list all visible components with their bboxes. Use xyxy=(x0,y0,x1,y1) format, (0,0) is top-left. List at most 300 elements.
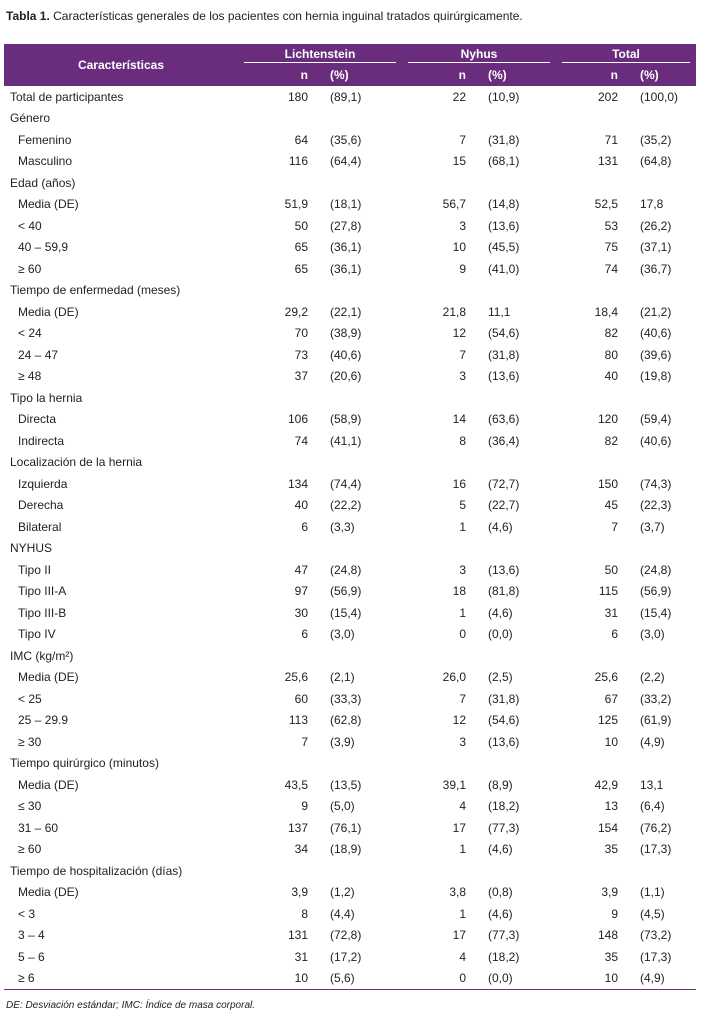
cell-nyhus-pct: (0,8) xyxy=(488,885,513,900)
cell-total-pct xyxy=(628,860,696,882)
cell-total-n xyxy=(556,280,628,302)
table-row xyxy=(4,129,696,151)
cell-lichtenstein-pct xyxy=(318,452,402,474)
cell-total-pct: (26,2) xyxy=(640,218,672,233)
cell-total-n: 13 xyxy=(604,799,618,814)
cell-total-n: 150 xyxy=(597,476,618,491)
row-label: Indirecta xyxy=(18,433,65,448)
row-label: Tipo II xyxy=(18,562,51,577)
cell-lichtenstein-pct: (3,9) xyxy=(330,734,355,749)
table-row xyxy=(4,624,696,646)
table-caption-text: Características generales de los pacientes con hernia inguinal tratados quirúrgicamente. xyxy=(49,9,523,23)
cell-total-pct xyxy=(628,452,696,474)
cell-nyhus-n xyxy=(402,538,476,560)
cell-lichtenstein-n: 65 xyxy=(294,261,308,276)
cell-total-pct xyxy=(628,172,696,194)
cell-lichtenstein-pct: (18,1) xyxy=(330,197,362,212)
table-row xyxy=(4,968,696,990)
header-n: n xyxy=(402,64,476,86)
cell-total-pct xyxy=(628,538,696,560)
table-row xyxy=(4,602,696,624)
cell-lichtenstein-pct: (13,5) xyxy=(330,777,362,792)
cell-nyhus-pct xyxy=(476,387,556,409)
cell-nyhus-n: 3 xyxy=(459,562,466,577)
cell-total-n: 202 xyxy=(597,89,618,104)
cell-total-pct: (59,4) xyxy=(640,412,672,427)
cell-nyhus-n: 39,1 xyxy=(442,777,466,792)
cell-total-n xyxy=(556,753,628,775)
cell-nyhus-pct xyxy=(476,753,556,775)
cell-nyhus-n: 21,8 xyxy=(442,304,466,319)
cell-nyhus-pct: (0,0) xyxy=(476,968,556,990)
row-label: < 3 xyxy=(18,906,36,921)
cell-lichtenstein-n: 180 xyxy=(287,89,308,104)
table-body xyxy=(4,86,696,990)
cell-total-pct: (40,6) xyxy=(640,326,672,341)
header-group-lichtenstein-label: Lichtenstein xyxy=(284,47,356,61)
cell-total-pct: (4,5) xyxy=(640,906,665,921)
cell-total-n: 131 xyxy=(597,154,618,169)
cell-lichtenstein-pct: (4,4) xyxy=(330,906,355,921)
cell-total-pct: (64,8) xyxy=(640,154,672,169)
cell-nyhus-pct xyxy=(476,538,556,560)
cell-total-n: 67 xyxy=(604,691,618,706)
cell-lichtenstein-n: 40 xyxy=(294,498,308,513)
cell-total-n xyxy=(556,452,628,474)
table-row xyxy=(4,258,696,280)
cell-lichtenstein-n: 8 xyxy=(301,906,308,921)
cell-nyhus-n: 0 xyxy=(459,627,466,642)
cell-nyhus-n xyxy=(402,172,476,194)
table-row xyxy=(4,882,696,904)
cell-total-n: 42,9 xyxy=(594,777,618,792)
table-row xyxy=(4,194,696,216)
cell-nyhus-pct: (4,6) xyxy=(488,842,513,857)
cell-total-n: 80 xyxy=(604,347,618,362)
row-label: NYHUS xyxy=(10,541,53,556)
row-label: Tipo IV xyxy=(18,627,56,642)
cell-nyhus-pct: (2,5) xyxy=(488,670,513,685)
cell-lichtenstein-pct: (1,2) xyxy=(330,885,355,900)
cell-nyhus-pct: (31,8) xyxy=(488,132,520,147)
cell-nyhus-pct: (4,6) xyxy=(488,906,513,921)
cell-total-pct: (3,7) xyxy=(640,519,665,534)
row-label: 5 – 6 xyxy=(18,949,45,964)
cell-nyhus-n: 56,7 xyxy=(442,197,466,212)
cell-nyhus-pct xyxy=(476,860,556,882)
cell-total-pct: (74,3) xyxy=(640,476,672,491)
cell-lichtenstein-n xyxy=(238,280,318,302)
cell-nyhus-pct: (31,8) xyxy=(488,347,520,362)
cell-nyhus-pct: (68,1) xyxy=(488,154,520,169)
table-row xyxy=(4,344,696,366)
cell-lichtenstein-pct: (5,6) xyxy=(318,968,402,990)
cell-total-pct: (17,3) xyxy=(640,949,672,964)
cell-total-pct: (61,9) xyxy=(640,713,672,728)
cell-nyhus-pct: (36,4) xyxy=(488,433,520,448)
row-label: Tiempo quirúrgico (minutos) xyxy=(10,756,159,771)
cell-lichtenstein-n: 3,9 xyxy=(291,885,308,900)
table-header xyxy=(4,44,696,86)
cell-lichtenstein-n: 134 xyxy=(287,476,308,491)
cell-total-n: 35 xyxy=(604,949,618,964)
table-row xyxy=(4,430,696,452)
cell-lichtenstein-n: 34 xyxy=(294,842,308,857)
cell-total-pct: (15,4) xyxy=(640,605,672,620)
cell-total-pct: (35,2) xyxy=(640,132,672,147)
cell-lichtenstein-n: 64 xyxy=(294,132,308,147)
row-label: 24 – 47 xyxy=(18,347,59,362)
cell-lichtenstein-n: 116 xyxy=(288,154,308,169)
cell-lichtenstein-n: 97 xyxy=(294,584,308,599)
cell-total-n: 115 xyxy=(598,584,618,599)
row-label: < 25 xyxy=(18,691,42,706)
cell-lichtenstein-pct: (33,3) xyxy=(330,691,362,706)
cell-lichtenstein-pct: (22,2) xyxy=(330,498,362,513)
cell-nyhus-n: 18 xyxy=(452,584,466,599)
row-label: 40 – 59,9 xyxy=(18,240,69,255)
cell-nyhus-n: 22 xyxy=(452,89,466,104)
cell-nyhus-pct xyxy=(476,172,556,194)
cell-nyhus-pct: (13,6) xyxy=(488,734,520,749)
cell-total-pct: (40,6) xyxy=(640,433,672,448)
cell-nyhus-n: 10 xyxy=(452,240,466,255)
cell-lichtenstein-n: 29,2 xyxy=(284,304,308,319)
table-row xyxy=(4,301,696,323)
cell-lichtenstein-pct: (36,1) xyxy=(330,240,362,255)
row-label: Tiempo de hospitalización (días) xyxy=(10,863,183,878)
row-label: 25 – 29.9 xyxy=(18,713,69,728)
cell-total-pct xyxy=(628,645,696,667)
cell-lichtenstein-pct: (41,1) xyxy=(330,433,362,448)
cell-total-n: 31 xyxy=(604,605,618,620)
row-label: Media (DE) xyxy=(18,197,79,212)
cell-lichtenstein-n: 70 xyxy=(294,326,308,341)
cell-lichtenstein-pct: (56,9) xyxy=(330,584,362,599)
table-row xyxy=(4,323,696,345)
cell-total-n: 82 xyxy=(604,326,618,341)
cell-total-n: 25,6 xyxy=(594,670,618,685)
table-row xyxy=(4,237,696,259)
cell-total-n: 40 xyxy=(604,369,618,384)
cell-nyhus-pct: (54,6) xyxy=(488,713,520,728)
cell-total-pct: (39,6) xyxy=(640,347,672,362)
cell-total-n: 6 xyxy=(611,627,618,642)
cell-total-pct: (21,2) xyxy=(640,304,672,319)
cell-lichtenstein-n: 25,6 xyxy=(284,670,308,685)
cell-total-pct: (3,0) xyxy=(640,627,665,642)
cell-lichtenstein-pct xyxy=(318,538,402,560)
cell-total-pct: (2,2) xyxy=(640,670,665,685)
table-section-row xyxy=(4,280,696,302)
cell-nyhus-pct: (0,0) xyxy=(488,627,513,642)
cell-total-pct: (4,9) xyxy=(628,968,696,990)
cell-total-pct xyxy=(628,108,696,130)
cell-total-n: 52,5 xyxy=(594,197,618,212)
row-label: Edad (años) xyxy=(10,175,76,190)
row-label: Género xyxy=(10,111,51,126)
cell-nyhus-n: 3 xyxy=(459,369,466,384)
cell-lichtenstein-pct: (17,2) xyxy=(330,949,362,964)
table-section-row xyxy=(4,452,696,474)
table-row xyxy=(4,903,696,925)
row-label: < 24 xyxy=(18,326,42,341)
cell-lichtenstein-pct: (38,9) xyxy=(330,326,362,341)
row-label: Directa xyxy=(18,412,57,427)
cell-total-n: 120 xyxy=(597,412,618,427)
row-label: Femenino xyxy=(18,132,72,147)
cell-total-pct: (36,7) xyxy=(640,261,672,276)
cell-total-n xyxy=(556,172,628,194)
cell-total-pct: (56,9) xyxy=(640,584,672,599)
cell-nyhus-n: 12 xyxy=(452,326,466,341)
table-row xyxy=(4,473,696,495)
cell-lichtenstein-pct: (89,1) xyxy=(330,89,362,104)
row-label: ≥ 6 xyxy=(4,968,238,990)
table-row xyxy=(4,151,696,173)
header-n: n xyxy=(556,64,628,86)
table-row xyxy=(4,366,696,388)
cell-total-pct: (17,3) xyxy=(640,842,672,857)
cell-lichtenstein-n: 47 xyxy=(294,562,308,577)
cell-lichtenstein-pct: (76,1) xyxy=(330,820,362,835)
row-label: IMC (kg/m²) xyxy=(10,648,74,663)
cell-nyhus-n: 3,8 xyxy=(449,885,466,900)
row-label: Media (DE) xyxy=(18,304,79,319)
cell-nyhus-pct xyxy=(476,280,556,302)
cell-nyhus-n xyxy=(402,452,476,474)
row-label: 3 – 4 xyxy=(18,928,45,943)
header-group-rule xyxy=(244,62,396,63)
row-label: Tipo la hernia xyxy=(10,390,83,405)
cell-lichtenstein-n: 60 xyxy=(294,691,308,706)
cell-lichtenstein-n: 74 xyxy=(294,433,308,448)
table-row xyxy=(4,839,696,861)
row-label: Media (DE) xyxy=(18,777,79,792)
table-row xyxy=(4,581,696,603)
cell-total-n: 148 xyxy=(597,928,618,943)
header-group-rule xyxy=(408,62,550,63)
row-label: Localización de la hernia xyxy=(10,455,143,470)
row-label: Media (DE) xyxy=(18,885,79,900)
table-row xyxy=(4,731,696,753)
cell-nyhus-n: 7 xyxy=(459,132,466,147)
cell-total-pct: (33,2) xyxy=(640,691,672,706)
table-row xyxy=(4,559,696,581)
cell-lichtenstein-n xyxy=(238,452,318,474)
row-label: ≥ 48 xyxy=(18,369,42,384)
cell-total-n: 74 xyxy=(604,261,618,276)
cell-lichtenstein-pct: (24,8) xyxy=(330,562,362,577)
table-section-row xyxy=(4,753,696,775)
cell-total-n xyxy=(556,538,628,560)
cell-nyhus-n: 9 xyxy=(459,261,466,276)
cell-nyhus-n xyxy=(402,753,476,775)
cell-nyhus-pct: (4,6) xyxy=(488,605,513,620)
table-row xyxy=(4,925,696,947)
cell-nyhus-pct: (13,6) xyxy=(488,369,520,384)
cell-nyhus-n: 0 xyxy=(402,968,476,990)
cell-total-n: 45 xyxy=(604,498,618,513)
table-row xyxy=(4,409,696,431)
cell-lichtenstein-n: 10 xyxy=(238,968,318,990)
cell-total-pct: 17,8 xyxy=(640,197,664,212)
cell-lichtenstein-pct: (27,8) xyxy=(330,218,362,233)
cell-nyhus-n: 3 xyxy=(459,218,466,233)
table-row xyxy=(4,495,696,517)
cell-nyhus-pct: (45,5) xyxy=(488,240,520,255)
table-footnote: DE: Desviación estándar; IMC: Índice de masa corporal. xyxy=(6,1000,255,1011)
patient-characteristics-table xyxy=(4,44,696,990)
cell-lichtenstein-pct: (58,9) xyxy=(330,412,362,427)
cell-lichtenstein-pct: (15,4) xyxy=(330,605,362,620)
cell-lichtenstein-pct xyxy=(318,645,402,667)
cell-nyhus-n xyxy=(402,108,476,130)
cell-nyhus-pct: (54,6) xyxy=(488,326,520,341)
header-group-nyhus xyxy=(402,44,556,64)
cell-total-n xyxy=(556,645,628,667)
header-group-total xyxy=(556,44,696,64)
cell-total-n: 10 xyxy=(604,734,618,749)
cell-nyhus-pct: (77,3) xyxy=(488,928,520,943)
table-row xyxy=(4,688,696,710)
cell-total-pct: (76,2) xyxy=(640,820,672,835)
header-group-lichtenstein xyxy=(238,44,402,64)
cell-total-n: 71 xyxy=(604,132,618,147)
cell-nyhus-n xyxy=(402,860,476,882)
cell-lichtenstein-pct xyxy=(318,280,402,302)
cell-nyhus-n: 1 xyxy=(459,842,466,857)
cell-nyhus-n: 8 xyxy=(459,433,466,448)
cell-lichtenstein-pct: (3,0) xyxy=(330,627,355,642)
cell-nyhus-n: 7 xyxy=(459,691,466,706)
cell-total-n: 154 xyxy=(597,820,618,835)
cell-lichtenstein-pct: (35,6) xyxy=(330,132,362,147)
cell-total-pct xyxy=(628,753,696,775)
cell-total-n: 75 xyxy=(604,240,618,255)
cell-nyhus-pct: (13,6) xyxy=(488,562,520,577)
cell-total-pct: (6,4) xyxy=(640,799,665,814)
cell-nyhus-n: 7 xyxy=(459,347,466,362)
table-row xyxy=(4,774,696,796)
header-pct: (%) xyxy=(628,64,696,86)
cell-lichtenstein-pct: (20,6) xyxy=(330,369,362,384)
row-label: ≥ 60 xyxy=(18,261,42,276)
header-group-rule xyxy=(562,62,690,63)
cell-nyhus-n: 1 xyxy=(459,906,466,921)
row-label: Tipo III-B xyxy=(18,605,67,620)
cell-total-n: 18,4 xyxy=(594,304,618,319)
cell-lichtenstein-pct xyxy=(318,172,402,194)
table-row xyxy=(4,516,696,538)
cell-nyhus-pct: (41,0) xyxy=(488,261,520,276)
cell-lichtenstein-n xyxy=(238,645,318,667)
cell-nyhus-n: 4 xyxy=(459,949,466,964)
row-label: ≥ 30 xyxy=(18,734,42,749)
cell-nyhus-n: 17 xyxy=(452,928,466,943)
cell-nyhus-pct: (14,8) xyxy=(488,197,520,212)
cell-nyhus-pct xyxy=(476,645,556,667)
row-label: Total de participantes xyxy=(10,89,124,104)
table-section-row xyxy=(4,538,696,560)
cell-nyhus-n xyxy=(402,280,476,302)
cell-total-n: 7 xyxy=(611,519,618,534)
cell-lichtenstein-n: 131 xyxy=(287,928,308,943)
row-label: Masculino xyxy=(18,154,73,169)
table-row xyxy=(4,817,696,839)
cell-lichtenstein-pct: (3,3) xyxy=(330,519,355,534)
cell-total-pct: (4,9) xyxy=(640,734,665,749)
cell-lichtenstein-n: 9 xyxy=(301,799,308,814)
cell-total-n: 53 xyxy=(604,218,618,233)
cell-lichtenstein-pct xyxy=(318,387,402,409)
cell-nyhus-pct: (22,7) xyxy=(488,498,520,513)
cell-lichtenstein-n: 7 xyxy=(301,734,308,749)
cell-total-pct: (37,1) xyxy=(640,240,672,255)
cell-total-pct xyxy=(628,280,696,302)
cell-lichtenstein-pct: (2,1) xyxy=(330,670,355,685)
row-label: Tiempo de enfermedad (meses) xyxy=(10,283,181,298)
cell-lichtenstein-n xyxy=(238,387,318,409)
cell-total-pct: (73,2) xyxy=(640,928,672,943)
cell-lichtenstein-pct xyxy=(318,753,402,775)
cell-total-pct: (22,3) xyxy=(640,498,672,513)
cell-lichtenstein-n: 6 xyxy=(301,519,308,534)
cell-lichtenstein-pct xyxy=(318,108,402,130)
row-label: ≤ 30 xyxy=(18,799,42,814)
cell-total-n: 3,9 xyxy=(601,885,618,900)
cell-lichtenstein-n: 30 xyxy=(294,605,308,620)
cell-lichtenstein-n: 50 xyxy=(294,218,308,233)
cell-nyhus-pct: (4,6) xyxy=(488,519,513,534)
cell-nyhus-pct: (10,9) xyxy=(488,89,520,104)
table-section-row xyxy=(4,387,696,409)
table-row xyxy=(4,667,696,689)
header-pct: (%) xyxy=(318,64,402,86)
cell-lichtenstein-n: 37 xyxy=(294,369,308,384)
row-label: Derecha xyxy=(18,498,64,513)
cell-nyhus-pct: (8,9) xyxy=(488,777,513,792)
cell-nyhus-pct: (63,6) xyxy=(488,412,520,427)
cell-lichtenstein-n xyxy=(238,860,318,882)
cell-nyhus-n xyxy=(402,387,476,409)
cell-total-n: 10 xyxy=(556,968,628,990)
cell-nyhus-n: 26,0 xyxy=(442,670,466,685)
cell-total-pct: (1,1) xyxy=(640,885,665,900)
cell-total-n xyxy=(556,860,628,882)
cell-total-pct: (100,0) xyxy=(640,89,679,104)
header-group-total-label: Total xyxy=(612,47,640,61)
table-row xyxy=(4,796,696,818)
cell-lichtenstein-n: 73 xyxy=(294,347,308,362)
row-label: Bilateral xyxy=(18,519,62,534)
cell-lichtenstein-n: 113 xyxy=(288,713,308,728)
cell-lichtenstein-pct: (62,8) xyxy=(330,713,362,728)
cell-nyhus-pct: (18,2) xyxy=(488,799,520,814)
cell-nyhus-n: 12 xyxy=(452,713,466,728)
cell-lichtenstein-pct: (5,0) xyxy=(330,799,355,814)
row-label: 31 – 60 xyxy=(18,820,59,835)
cell-lichtenstein-pct: (18,9) xyxy=(330,842,362,857)
cell-nyhus-pct: (31,8) xyxy=(488,691,520,706)
cell-nyhus-n: 17 xyxy=(452,820,466,835)
cell-nyhus-n: 16 xyxy=(452,476,466,491)
cell-lichtenstein-n: 65 xyxy=(294,240,308,255)
header-pct: (%) xyxy=(476,64,556,86)
cell-nyhus-pct xyxy=(476,452,556,474)
table-row xyxy=(4,215,696,237)
cell-total-n xyxy=(556,108,628,130)
